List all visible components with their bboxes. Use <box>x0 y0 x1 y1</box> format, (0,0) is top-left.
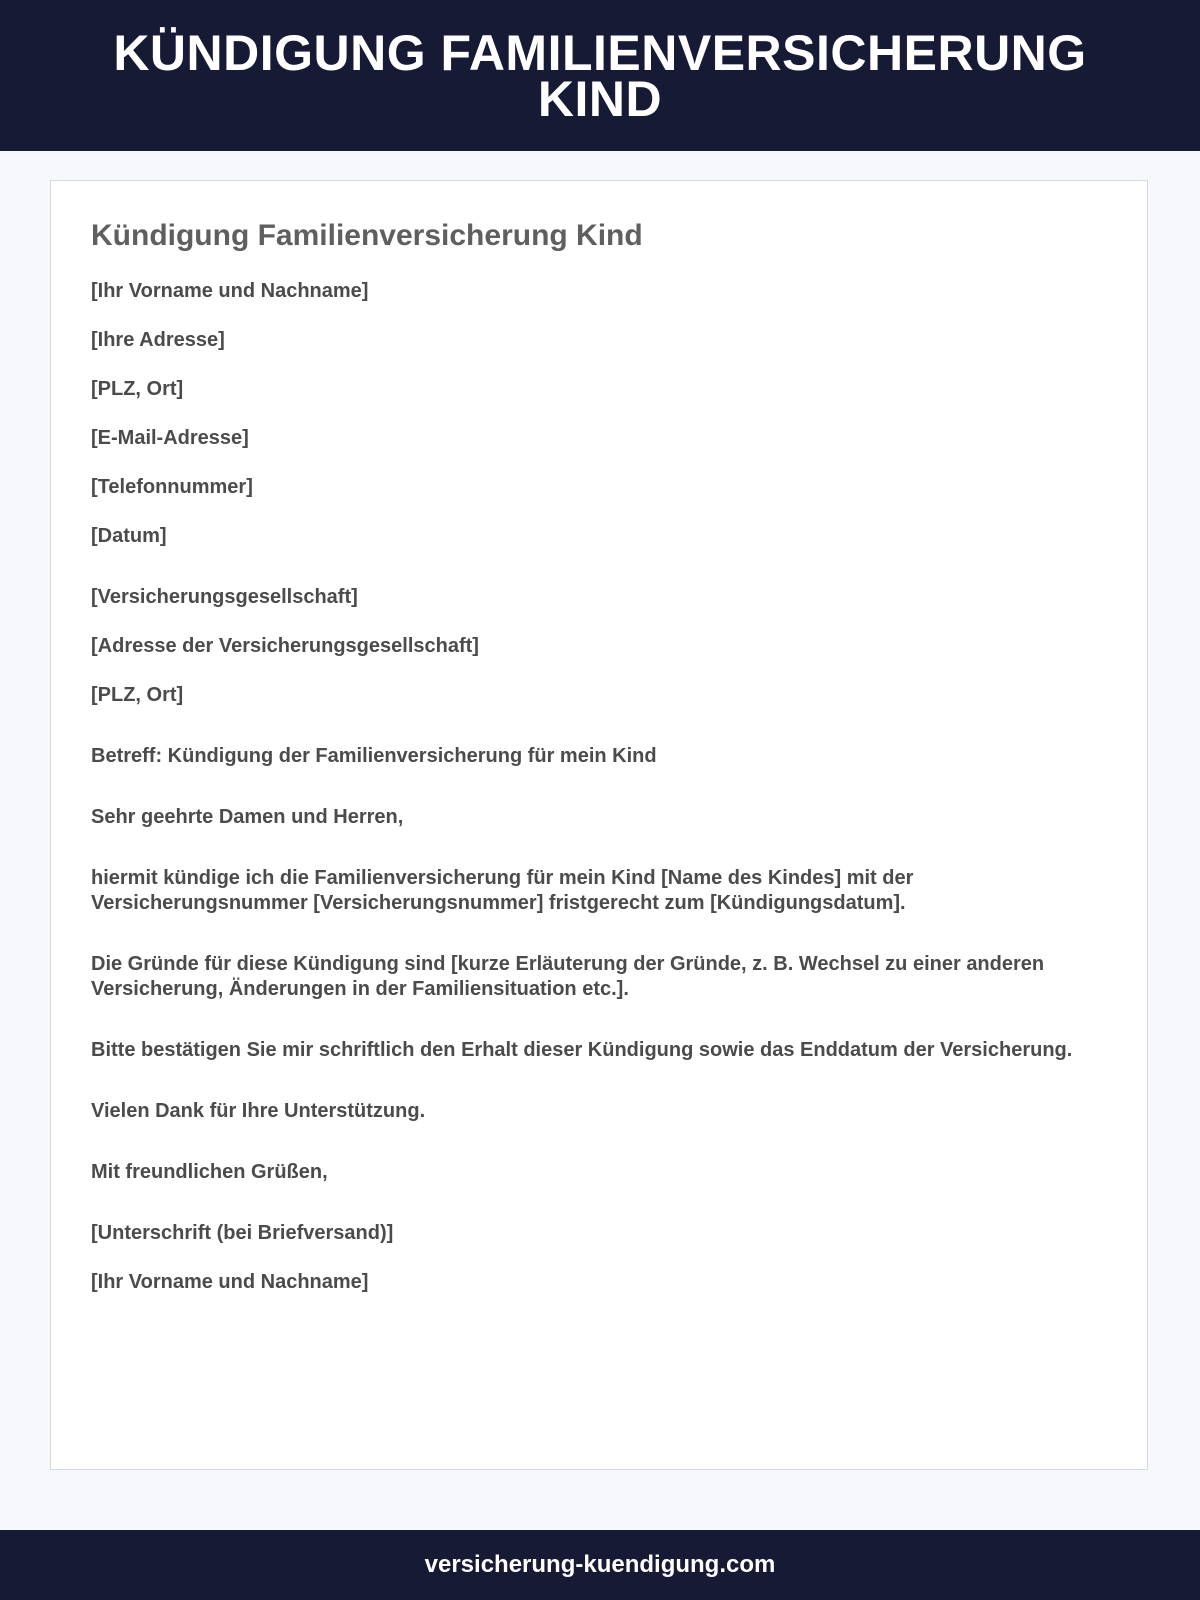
letter-date: [Datum] <box>91 525 167 547</box>
letter-card <box>50 180 1148 1470</box>
page-title: KÜNDIGUNG FAMILIENVERSICHERUNG KIND <box>113 24 1087 127</box>
recipient-company: [Versicherungsgesellschaft] <box>91 586 358 608</box>
letter-paragraph-reasons: Die Gründe für diese Kündigung sind [kurze Erläuterung der Gründe, z. B. Wechsel zu einer anderen Versicherung, Änderungen in der Familiensituation etc.]. <box>91 953 1045 1000</box>
letter-title: Kündigung Familienversicherung Kind <box>91 219 643 252</box>
letter-salutation: Sehr geehrte Damen und Herren, <box>91 806 404 828</box>
recipient-city: [PLZ, Ort] <box>91 684 184 706</box>
sender-city: [PLZ, Ort] <box>91 378 184 400</box>
sender-name: [Ihr Vorname und Nachname] <box>91 280 369 302</box>
recipient-address: [Adresse der Versicherungsgesellschaft] <box>91 635 479 657</box>
letter-paragraph-thanks: Vielen Dank für Ihre Unterstützung. <box>91 1100 426 1122</box>
letter-signature-name: [Ihr Vorname und Nachname] <box>91 1271 369 1293</box>
sender-address: [Ihre Adresse] <box>91 329 225 351</box>
letter-paragraph-confirmation: Bitte bestätigen Sie mir schriftlich den Erhalt dieser Kündigung sowie das Enddatum der Versicherung. <box>91 1039 1073 1061</box>
sender-email: [E-Mail-Adresse] <box>91 427 249 449</box>
footer-site-link[interactable]: versicherung-kuendigung.com <box>424 1551 776 1578</box>
letter-paragraph-intro: hiermit kündige ich die Familienversicherung für mein Kind [Name des Kindes] mit der Versicherungsnummer [Versicherungsnummer] fristgerecht zum [Kündigungsdatum]. <box>91 867 914 914</box>
sender-phone: [Telefonnummer] <box>91 476 253 498</box>
letter-closing: Mit freundlichen Grüßen, <box>91 1161 328 1183</box>
letter-subject: Betreff: Kündigung der Familienversicherung für mein Kind <box>91 745 657 767</box>
letter-signature: [Unterschrift (bei Briefversand)] <box>91 1222 394 1244</box>
page-header <box>0 0 1200 151</box>
page-footer <box>0 1530 1200 1600</box>
